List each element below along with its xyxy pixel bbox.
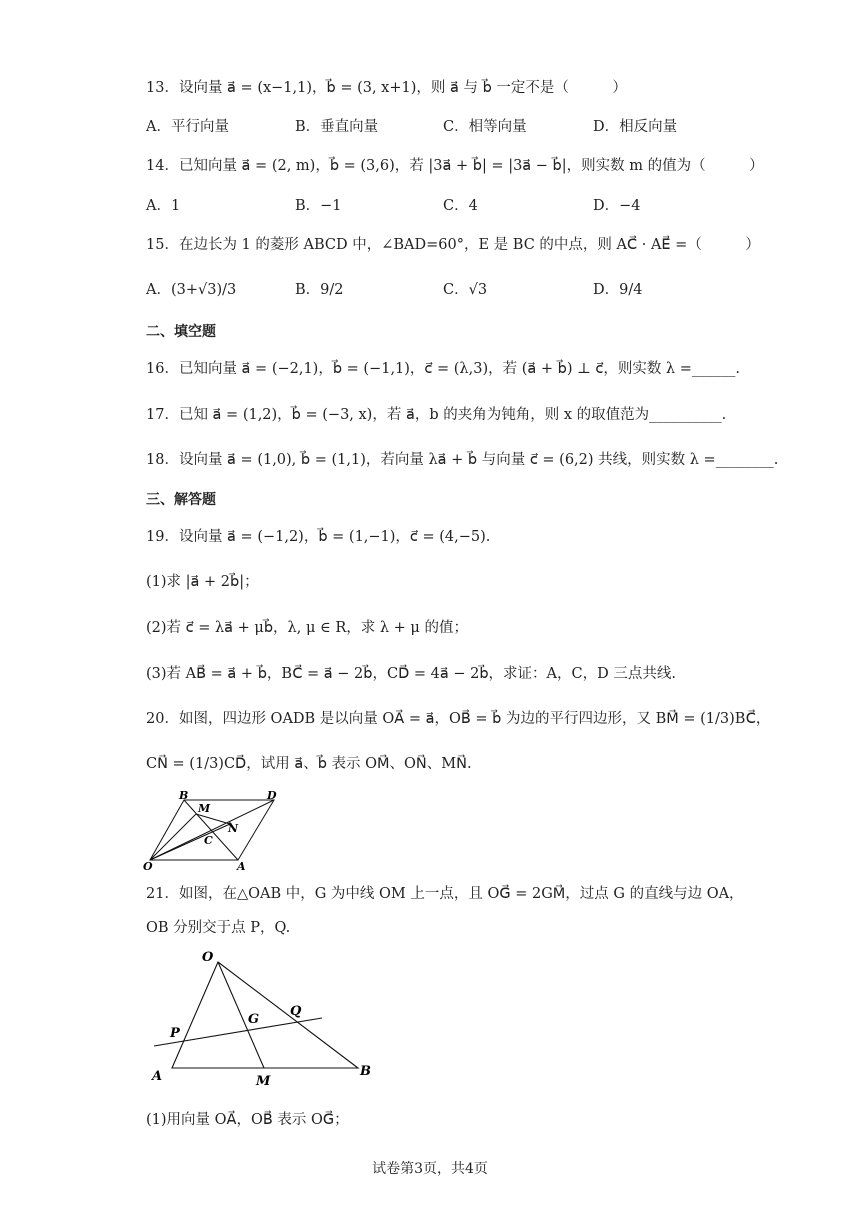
- q15-option-c: C．√3: [443, 282, 488, 298]
- q13-option-a: A．平行向量: [146, 119, 229, 135]
- q14-option-d: D．−4: [593, 198, 641, 214]
- q20-line1: 20．如图，四边形 OADB 是以向量 OA⃗ = a⃗，OB⃗ = b⃗ 为边的平行四边形，又 BM⃗ = (1/3)BC⃗，: [146, 711, 771, 727]
- fig20-label-c: C: [204, 834, 213, 847]
- q15-option-b: B．9/2: [295, 282, 344, 298]
- section-heading-solutions: 三、解答题: [146, 492, 216, 508]
- q13-option-d: D．相反向量: [593, 119, 678, 135]
- fig20-label-b: B: [179, 789, 189, 802]
- q19-stem: 19．设向量 a⃗ = (−1,2)，b⃗ = (1,−1)，c⃗ = (4,−5).: [146, 529, 491, 545]
- q14-stem: 14．已知向量 a⃗ = (2, m)，b⃗ = (3,6)，若 |3a⃗ + b⃗| = |3a⃗ − b⃗|，则实数 m 的值为（ ）: [146, 158, 764, 174]
- fig21-label-g: G: [248, 1012, 260, 1027]
- q15-option-a: A．(3+√3)/3: [146, 282, 237, 298]
- fig21-label-m: M: [256, 1074, 271, 1089]
- q13-option-c: C．相等向量: [443, 119, 527, 135]
- fig21-label-q: Q: [290, 1004, 302, 1019]
- fig21-label-b: B: [360, 1064, 371, 1079]
- figure-parallelogram-oadb: [140, 788, 290, 874]
- q19-part1: (1)求 |a⃗ + 2b⃗|；: [146, 574, 259, 590]
- q15-option-d: D．9/4: [593, 282, 643, 298]
- q13-option-b: B．垂直向量: [295, 119, 379, 135]
- q15-stem: 15．在边长为 1 的菱形 ABCD 中，∠BAD=60°，E 是 BC 的中点，则 AC⃗ · AE⃗ =（ ）: [146, 237, 760, 253]
- fig20-label-o: O: [143, 860, 153, 873]
- fig21-label-o: O: [202, 950, 214, 965]
- q21-line2: OB 分别交于点 P，Q.: [146, 920, 291, 936]
- q19-part2: (2)若 c⃗ = λa⃗ + μb⃗，λ, μ ∈ R，求 λ + μ 的值；: [146, 620, 468, 636]
- fig20-label-m: M: [198, 802, 211, 815]
- q16-stem: 16．已知向量 a⃗ = (−2,1)，b⃗ = (−1,1)，c⃗ = (λ,3)，若 (a⃗ + b⃗) ⊥ c⃗，则实数 λ =______.: [146, 361, 740, 377]
- q14-options: [146, 196, 746, 240]
- q18-stem: 18．设向量 a⃗ = (1,0), b⃗ = (1,1)，若向量 λa⃗ + b⃗ 与向量 c⃗ = (6,2) 共线，则实数 λ =________.: [146, 452, 779, 468]
- fig21-label-a: A: [152, 1069, 163, 1084]
- fig21-label-p: P: [170, 1026, 180, 1041]
- q14-option-b: B．−1: [295, 198, 342, 214]
- q21-line1: 21．如图，在△OAB 中，G 为中线 OM 上一点，且 OG⃗ = 2GM⃗，过点 G 的直线与边 OA，: [146, 886, 744, 902]
- q20-line2: CN⃗ = (1/3)CD⃗，试用 a⃗、b⃗ 表示 OM⃗、ON⃗、MN⃗.: [146, 756, 472, 772]
- fig20-label-d: D: [267, 789, 277, 802]
- q13-options: [146, 117, 746, 161]
- q19-part3: (3)若 AB⃗ = a⃗ + b⃗，BC⃗ = a⃗ − 2b⃗，CD⃗ = 4a⃗ − 2b⃗，求证：A，C，D 三点共线.: [146, 666, 676, 682]
- page-footer: 试卷第3页，共4页: [372, 1161, 488, 1177]
- q13-stem: 13．设向量 a⃗ = (x−1,1)，b⃗ = (3, x+1)，则 a⃗ 与 b⃗ 一定不是（ ）: [146, 80, 627, 96]
- section-heading-fill-in: 二、填空题: [146, 324, 216, 340]
- q17-stem: 17．已知 a⃗ = (1,2)，b⃗ = (−3, x)，若 a⃗，b 的夹角为钝角，则 x 的取值范为__________.: [146, 407, 727, 423]
- q14-option-a: A．1: [146, 198, 181, 214]
- q21-part1: (1)用向量 OA⃗，OB⃗ 表示 OG⃗；: [146, 1112, 349, 1128]
- figure-triangle-oab: [140, 944, 380, 1090]
- fig20-label-a: A: [237, 860, 246, 873]
- fig20-label-n: N: [228, 822, 239, 835]
- q14-option-c: C．4: [443, 198, 478, 214]
- q15-options: [146, 280, 746, 324]
